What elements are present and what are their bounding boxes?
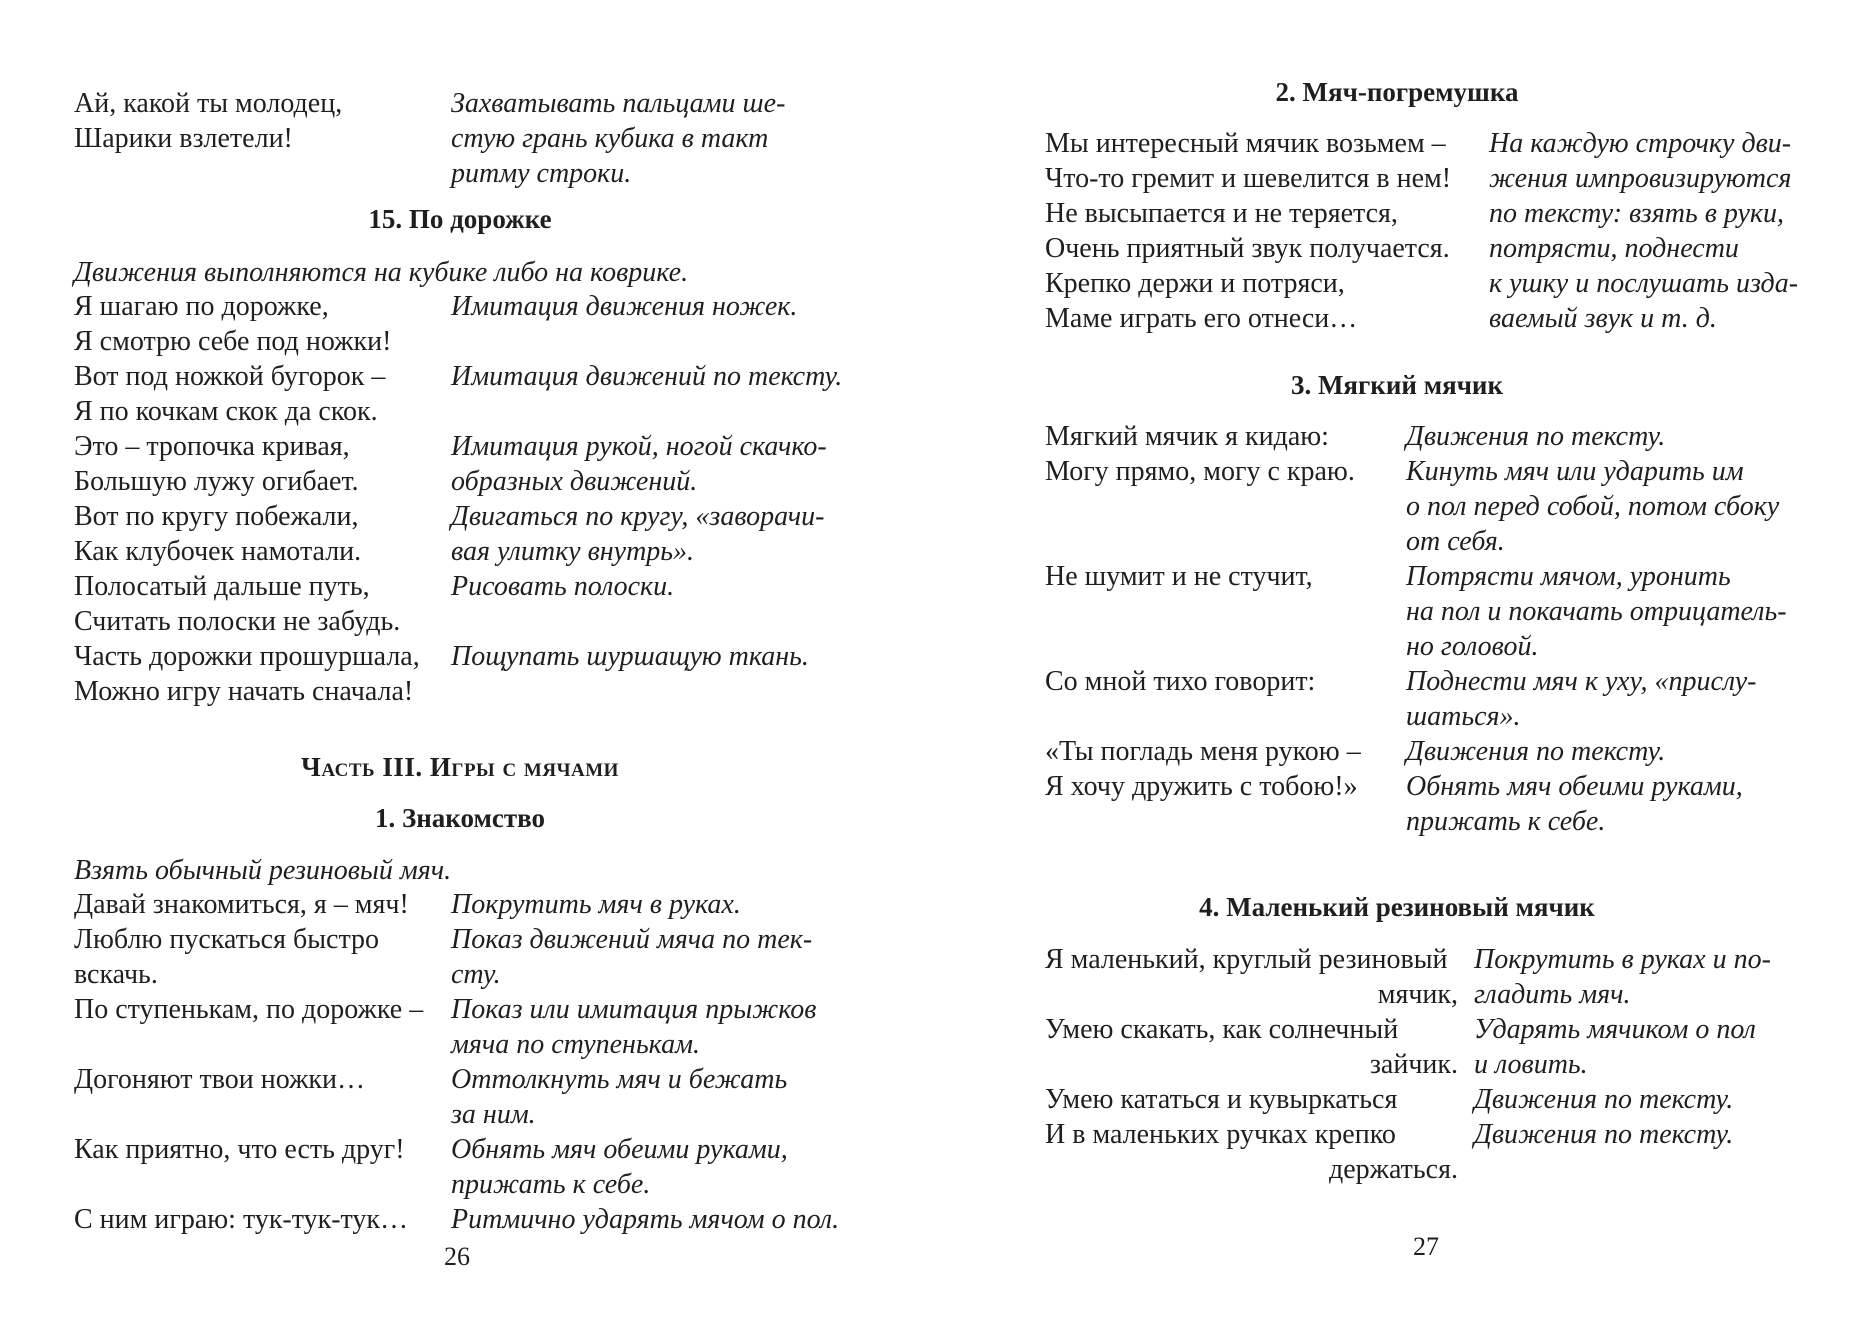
table-row: Часть дорожки прошуршала, Можно игру начать сначала! Пощупать шуршащую ткань. bbox=[74, 641, 809, 707]
table-row: Полосатый дальше путь, Считать полоски не забудь. Рисовать полоски. bbox=[74, 571, 675, 637]
game15-intro: Движения выполняются на кубике либо на коврике. bbox=[74, 257, 689, 288]
table-row: Умею скакать, как солнечный зайчик. Ударять мячиком о пол и ловить. bbox=[1045, 1014, 1756, 1080]
table-row: Люблю пускаться быстро вскачь. Показ движений мяча по тек- сту. bbox=[74, 924, 813, 990]
action: Захватывать пальцами ше- стую грань кубика в такт ритму строки. bbox=[451, 88, 786, 189]
page-number: 27 bbox=[1413, 1232, 1439, 1261]
table-row: Я шагаю по дорожке, Я смотрю себе под ножки! Имитация движения ножек. bbox=[74, 291, 798, 357]
table-row: Давай знакомиться, я – мяч! Покрутить мяч в руках. bbox=[74, 889, 741, 920]
table-row: Вот под ножкой бугорок – Я по кочкам скок да скок. Имитация движений по тексту. bbox=[74, 361, 843, 427]
table-row: Мягкий мячик я кидаю: Движения по тексту. bbox=[1045, 421, 1666, 452]
table-row: Умею кататься и кувыркаться Движения по тексту. bbox=[1045, 1084, 1734, 1115]
table-row: Догоняют твои ножки… Оттолкнуть мяч и бежать за ним. bbox=[74, 1064, 788, 1130]
game2-table bbox=[1045, 126, 1798, 336]
game3-table bbox=[1045, 419, 1787, 839]
part-title: Часть III. Игры с мячами bbox=[301, 752, 619, 782]
table-row: По ступенькам, по дорожке – Показ или имитация прыжков мяча по ступенькам. bbox=[74, 994, 817, 1060]
table-row: «Ты погладь меня рукою – Движения по тексту. bbox=[1045, 736, 1666, 767]
section-title-game3: 3. Мягкий мячик bbox=[1290, 370, 1504, 400]
game4-table bbox=[1045, 942, 1771, 1187]
table-row: Вот по кругу побежали, Как клубочек намотали. Двигаться по кругу, «заворачи- вая улитку внутрь». bbox=[74, 501, 825, 567]
opening-stanza bbox=[74, 86, 785, 191]
table-row: Могу прямо, могу с краю. Кинуть мяч или ударить им о пол перед собой, потом сбоку от себя. bbox=[1045, 456, 1780, 557]
verse: Ай, какой ты молодец, Шарики взлетели! bbox=[74, 88, 343, 154]
page-number: 26 bbox=[444, 1242, 470, 1271]
table-row: Не шумит и не стучит, Потрясти мячом, уронить на пол и покачать отрицатель- но головой. bbox=[1045, 561, 1787, 662]
section-title-game15: 15. По дорожке bbox=[368, 204, 552, 234]
section-title-game1: 1. Знакомство bbox=[374, 803, 546, 833]
table-row: И в маленьких ручках крепко держаться. Движения по тексту. bbox=[1045, 1119, 1734, 1185]
section-title-game2: 2. Мяч-погремушка bbox=[1275, 77, 1519, 107]
table-row: Мы интересный мячик возьмем – Что-то гремит и шевелится в нем! Не высыпается и не теряется, Очень приятный звук получается. Крепко держи и потряси, Маме играть его отнеси… На каждую строчку дви- жения импровизируются по тексту: взять в руки, потрясти, поднести к ушку и послушать изда- ваемый звук и т. д. bbox=[1045, 128, 1799, 334]
table-row: Это – тропочка кривая, Большую лужу огибает. Имитация рукой, ногой скачко- образных движений. bbox=[74, 431, 827, 497]
table-row: С ним играю: тук-тук-тук… Ритмично ударять мячом о пол. bbox=[74, 1204, 840, 1235]
table-row: Я хочу дружить с тобою!» Обнять мяч обеими руками, прижать к себе. bbox=[1045, 771, 1743, 837]
section-title-game4: 4. Маленький резиновый мячик bbox=[1199, 892, 1595, 922]
table-row: Я маленький, круглый резиновый мячик, Покрутить в руках и по- гладить мяч. bbox=[1045, 944, 1771, 1010]
table-row: Со мной тихо говорит: Поднести мяч к уху, «прислу- шаться». bbox=[1045, 666, 1757, 732]
game1-intro: Взять обычный резиновый мяч. bbox=[74, 855, 452, 886]
right-page bbox=[935, 0, 1870, 1326]
table-row: Как приятно, что есть друг! Обнять мяч обеими руками, прижать к себе. bbox=[74, 1134, 788, 1200]
game15-table bbox=[74, 289, 842, 709]
game1-table bbox=[74, 887, 839, 1237]
